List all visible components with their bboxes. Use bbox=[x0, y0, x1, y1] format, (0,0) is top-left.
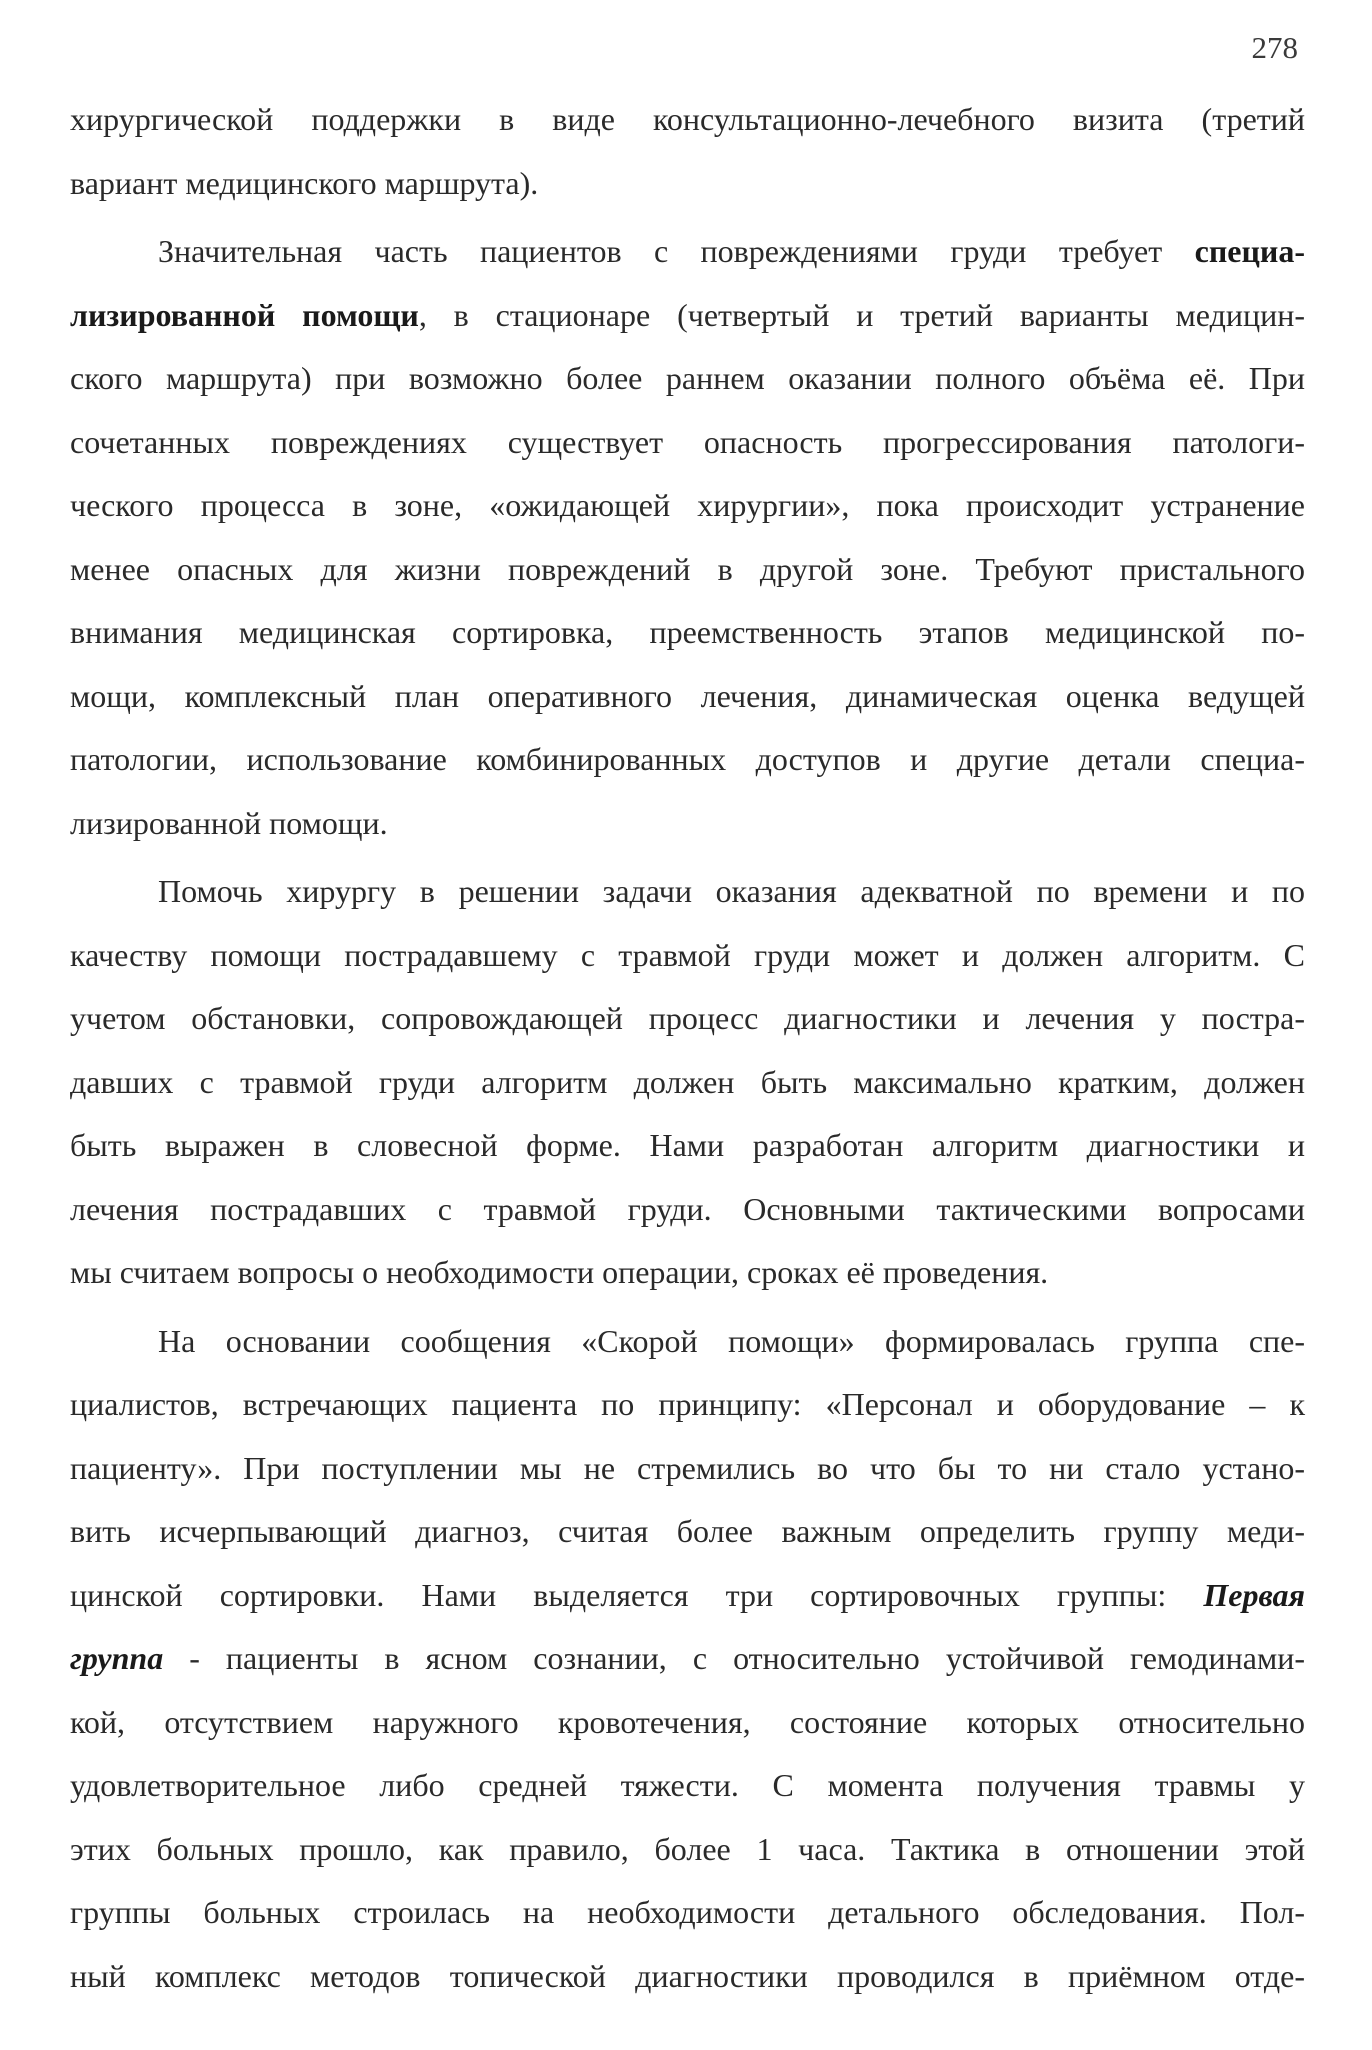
text-segment: этих больных прошло, как правило, более 1 часа. Тактика в отношении этой bbox=[70, 1830, 1305, 1867]
text-segment: кой, отсутствием наружного кровотечения, состояние которых относительно bbox=[70, 1703, 1305, 1740]
text-segment: быть выражен в словесной форме. Нами разработан алгоритм диагностики и bbox=[70, 1127, 1305, 1163]
text-line bbox=[70, 220, 1305, 284]
text-segment: вить исчерпывающий диагноз, считая более важным определить группу меди- bbox=[70, 1513, 1305, 1549]
emphasized-text: специа- bbox=[1194, 233, 1305, 269]
text-segment: удовлетворительное либо средней тяжести. С момента получения травмы у bbox=[70, 1767, 1305, 1803]
text-line bbox=[70, 665, 1305, 729]
text-segment: хирургической поддержки в виде консультационно-лечебного визита (третий bbox=[70, 101, 1305, 137]
emphasized-text: Первая bbox=[1203, 1576, 1305, 1613]
text-segment: учетом обстановки, сопровождающей процесс диагностики и лечения у постра- bbox=[70, 1000, 1305, 1036]
text-line bbox=[70, 792, 1305, 856]
text-line bbox=[70, 1945, 1305, 2009]
text-segment: - пациенты в ясном сознании, с относительно устойчивой гемодинами- bbox=[163, 1640, 1305, 1676]
text-line bbox=[70, 152, 1305, 216]
text-line bbox=[70, 1691, 1305, 1755]
text-line bbox=[70, 1627, 1305, 1691]
text-segment: мы считаем вопросы о необходимости операции, сроках её проведения. bbox=[70, 1254, 1049, 1290]
text-segment: лечения пострадавших с травмой груди. Основными тактическими вопросами bbox=[70, 1190, 1305, 1227]
text-line bbox=[70, 860, 1305, 924]
text-line bbox=[70, 411, 1305, 475]
paragraph bbox=[70, 1310, 1305, 2009]
text-line bbox=[70, 987, 1305, 1051]
text-segment: ный комплекс методов топической диагностики проводился в приёмном отде- bbox=[70, 1957, 1305, 1994]
text-line bbox=[70, 1241, 1305, 1305]
text-line bbox=[70, 1373, 1305, 1437]
text-segment: мощи, комплексный план оперативного лечения, динамическая оценка ведущей bbox=[70, 677, 1305, 714]
emphasized-text: лизированной помощи bbox=[70, 296, 419, 333]
text-segment: ского маршрута) при возможно более раннем оказании полного объёма её. При bbox=[70, 360, 1305, 396]
text-segment: внимания медицинская сортировка, преемственность этапов медицинской по- bbox=[70, 614, 1305, 650]
text-segment: качеству помощи пострадавшему с травмой груди может и должен алгоритм. С bbox=[70, 936, 1305, 973]
text-line bbox=[70, 1178, 1305, 1242]
text-line bbox=[70, 1051, 1305, 1115]
text-segment: лизированной помощи. bbox=[70, 804, 388, 841]
page-body bbox=[70, 88, 1305, 2008]
paragraph bbox=[70, 220, 1305, 855]
text-line bbox=[70, 88, 1305, 152]
text-line bbox=[70, 1500, 1305, 1564]
text-line bbox=[70, 474, 1305, 538]
text-line bbox=[70, 1114, 1305, 1178]
text-segment: цинской сортировки. Нами выделяется три сортировочных группы: bbox=[70, 1576, 1204, 1613]
text-line bbox=[70, 1437, 1305, 1501]
text-segment: сочетанных повреждениях существует опасность прогрессирования патологи- bbox=[70, 423, 1305, 460]
text-line bbox=[70, 1818, 1305, 1882]
text-line bbox=[70, 728, 1305, 792]
text-line bbox=[70, 924, 1305, 988]
text-line bbox=[70, 538, 1305, 602]
text-line bbox=[70, 1754, 1305, 1818]
text-segment: , в стационаре (четвертый и третий варианты медицин- bbox=[418, 296, 1306, 333]
text-segment: менее опасных для жизни повреждений в другой зоне. Требуют пристального bbox=[70, 550, 1305, 587]
text-segment: давших с травмой груди алгоритм должен быть максимально кратким, должен bbox=[70, 1063, 1305, 1100]
text-line bbox=[70, 1310, 1305, 1374]
text-line bbox=[70, 284, 1305, 348]
paragraph bbox=[70, 860, 1305, 1305]
paragraph bbox=[70, 88, 1305, 215]
emphasized-text: группа bbox=[70, 1640, 164, 1676]
text-line bbox=[70, 1564, 1305, 1628]
text-segment: вариант медицинского маршрута). bbox=[70, 164, 539, 201]
text-segment: На основании сообщения «Скорой помощи» формировалась группа спе- bbox=[158, 1322, 1305, 1359]
text-segment: патологии, использование комбинированных доступов и другие детали специа- bbox=[70, 741, 1305, 777]
text-line bbox=[70, 1881, 1305, 1945]
text-segment: циалистов, встречающих пациента по принципу: «Персонал и оборудование – к bbox=[70, 1386, 1305, 1422]
text-segment: пациенту». При поступлении мы не стремились во что бы то ни стало устано- bbox=[70, 1449, 1305, 1486]
text-line bbox=[70, 347, 1305, 411]
text-line bbox=[70, 601, 1305, 665]
text-segment: Значительная часть пациентов с повреждениями груди требует bbox=[158, 233, 1195, 269]
text-segment: Помочь хирургу в решении задачи оказания адекватной по времени и по bbox=[158, 873, 1305, 909]
text-segment: группы больных строилась на необходимости детального обследования. Пол- bbox=[70, 1894, 1305, 1930]
text-segment: ческого процесса в зоне, «ожидающей хирургии», пока происходит устранение bbox=[70, 487, 1305, 523]
page-number: 278 bbox=[1251, 30, 1298, 65]
